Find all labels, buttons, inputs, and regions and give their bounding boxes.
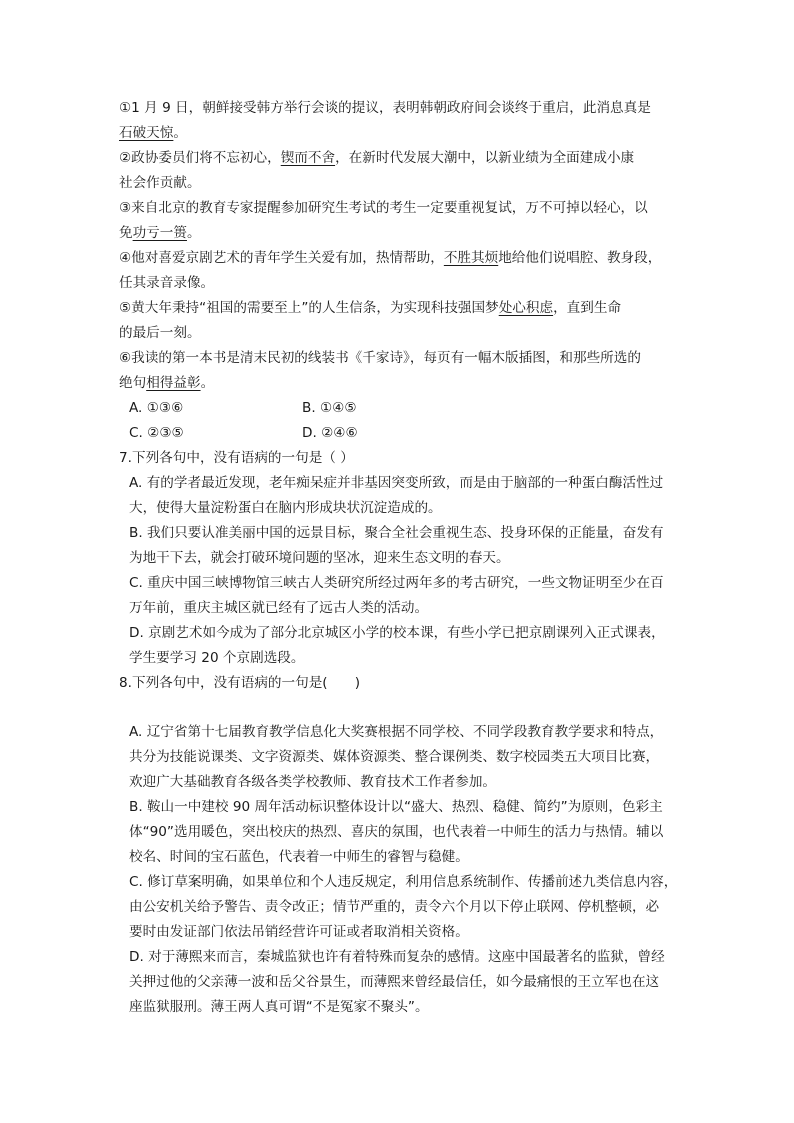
option-item (119, 621, 679, 671)
option-line: 共分为技能说课类、文字资源类、媒体资源类、整合课例类、数字校园类五大项目比赛， (129, 749, 660, 765)
question-7-stem: 7.下列各句中，没有语病的一句是（ ） (119, 450, 354, 466)
question-8 (119, 671, 679, 1020)
sentence-line (119, 196, 679, 221)
sentence-text: ②政协委员们将不忘初心， (119, 150, 281, 166)
answer-choice: A. ①③⑥ (129, 400, 184, 416)
answer-choice: D. ②④⑥ (302, 425, 358, 441)
blank-gap (119, 696, 679, 720)
sentence-line (119, 221, 679, 246)
sentence-line (119, 171, 679, 196)
sentence-text: ，在新时代发展大潮中，以新业绩为全面建成小康 (335, 150, 635, 166)
sentence-item (119, 146, 679, 196)
option-item (119, 720, 679, 795)
sentence-text: 社会作贡献。 (119, 175, 201, 191)
sentence-item (119, 196, 679, 246)
sentence-text: 。 (200, 375, 215, 391)
sentence-text: 地给他们说唱腔、教身段， (498, 250, 662, 266)
option-item (119, 945, 679, 1020)
sentence-text: 免 (119, 225, 133, 241)
option-line: 万年前，重庆主城区就已经有了远古人类的活动。 (129, 600, 429, 616)
sentence-line (119, 271, 679, 296)
sentence-text: 。 (186, 225, 201, 241)
option-line: 体“90”选用暖色，突出校庆的热烈、喜庆的氛围，也代表着一中师生的活力与热情。辅以 (129, 824, 664, 840)
sentence-text: ⑥我读的第一本书是清末民初的线装书《千家诗》，每页有一幅木版插图，和那些所选的 (119, 350, 641, 366)
choice-row (119, 421, 679, 446)
choice-row (119, 396, 679, 421)
sentence-text: ③来自北京的教育专家提醒参加研究生考试的考生一定要重视复试，万不可掉以轻心，以 (119, 200, 648, 216)
option-line: A. 辽宁省第十七届教育教学信息化大奖赛根据不同学校、不同学段教育教学要求和特点， (129, 724, 664, 740)
option-line: 关押过他的父亲薄一波和岳父谷景生，而薄熙来曾经最信任，如今最痛恨的王立军也在这 (129, 974, 660, 990)
option-line: B. 鞍山一中建校 90 周年活动标识整体设计以“盛大、热烈、稳健、简约”为原则，色彩主 (129, 799, 663, 815)
answer-choice: B. ①④⑤ (302, 400, 357, 416)
sentence-item (119, 296, 679, 346)
sentence-text: ，直到生命 (553, 300, 622, 316)
sentence-line (119, 371, 679, 396)
option-item (119, 870, 679, 945)
question-8-options (119, 720, 679, 1020)
sentence-line (119, 96, 679, 121)
option-line: B. 我们只要认准美丽中国的远景目标，聚合全社会重视生态、投身环保的正能量，奋发有 (129, 525, 664, 541)
sentence-item (119, 346, 679, 396)
option-line: 要时由发证部门依法吊销经营许可证或者取消相关资格。 (129, 924, 469, 940)
sentence-text: 。 (173, 125, 187, 141)
sentence-line (119, 246, 679, 271)
underlined-idiom: 相得益彰 (146, 375, 201, 391)
sentence-item (119, 246, 679, 296)
option-line: 欢迎广大基础教育各级各类学校教师、教育技术工作者参加。 (129, 774, 497, 790)
question-7-options (119, 471, 679, 671)
option-line: 座监狱服刑。薄王两人真可谓“不是冤家不聚头”。 (129, 999, 429, 1015)
sentence-line (119, 321, 679, 346)
underlined-idiom: 石破天惊 (119, 125, 174, 141)
sentence-text: 绝句 (119, 375, 147, 391)
sentence-line (119, 296, 679, 321)
sentence-text: 的最后一刻。 (119, 325, 201, 341)
underlined-idiom: 锲而不舍 (280, 150, 336, 166)
option-line: D. 对于薄熙来而言，秦城监狱也许有着特殊而复杂的感情。这座中国最著名的监狱，曾经 (129, 949, 665, 965)
sentence-line (119, 346, 679, 371)
question-6-options (119, 396, 679, 446)
underlined-idiom: 处心积虑 (498, 300, 554, 316)
option-line: 为地干下去，就会打破环境问题的坚冰，迎来生态文明的春天。 (129, 550, 510, 566)
sentence-text: ④他对喜爱京剧艺术的青年学生关爱有加，热情帮助， (119, 250, 444, 266)
sentence-line (119, 146, 679, 171)
option-line: D. 京剧艺术如今成为了部分北京城区小学的校本课，有些小学已把京剧课列入正式课表， (129, 625, 665, 641)
option-line: 由公安机关给予警告、责令改正；情节严重的，责令六个月以下停止联网、停机整顿，必 (129, 899, 660, 915)
exam-page (119, 96, 679, 1020)
underlined-idiom: 功亏一篑 (132, 225, 187, 241)
sentence-text: ①1 月 9 日，朝鲜接受韩方举行会谈的提议，表明韩朝政府间会谈终于重启，此消息真是 (119, 100, 651, 116)
option-item (119, 471, 679, 521)
option-line: 校名、时间的宝石蓝色，代表着一中师生的睿智与稳健。 (129, 849, 469, 865)
option-line: 大，使得大量淀粉蛋白在脑内形成块状沉淀造成的。 (129, 500, 442, 516)
option-line: A. 有的学者最近发现，老年痴呆症并非基因突变所致，而是由于脑部的一种蛋白酶活性过 (129, 475, 664, 491)
option-item (119, 795, 679, 870)
option-item (119, 571, 679, 621)
option-item (119, 521, 679, 571)
option-line: C. 重庆中国三峡博物馆三峡古人类研究所经过两年多的考古研究，一些文物证明至少在百 (129, 575, 664, 591)
option-line: C. 修订草案明确，如果单位和个人违反规定，利用信息系统制作、传播前述九类信息内容， (129, 874, 678, 890)
sentence-list (119, 96, 679, 396)
sentence-line (119, 121, 679, 146)
question-7 (119, 446, 679, 671)
sentence-text: 任其录音录像。 (119, 275, 215, 291)
answer-choice: C. ②③⑤ (129, 425, 184, 441)
underlined-idiom: 不胜其烦 (443, 250, 499, 266)
sentence-text: ⑤黄大年秉持“祖国的需要至上”的人生信条，为实现科技强国梦 (119, 300, 499, 316)
question-8-stem: 8.下列各句中，没有语病的一句是( ) (119, 675, 361, 691)
sentence-item (119, 96, 679, 146)
option-line: 学生要学习 20 个京剧选段。 (129, 650, 305, 666)
